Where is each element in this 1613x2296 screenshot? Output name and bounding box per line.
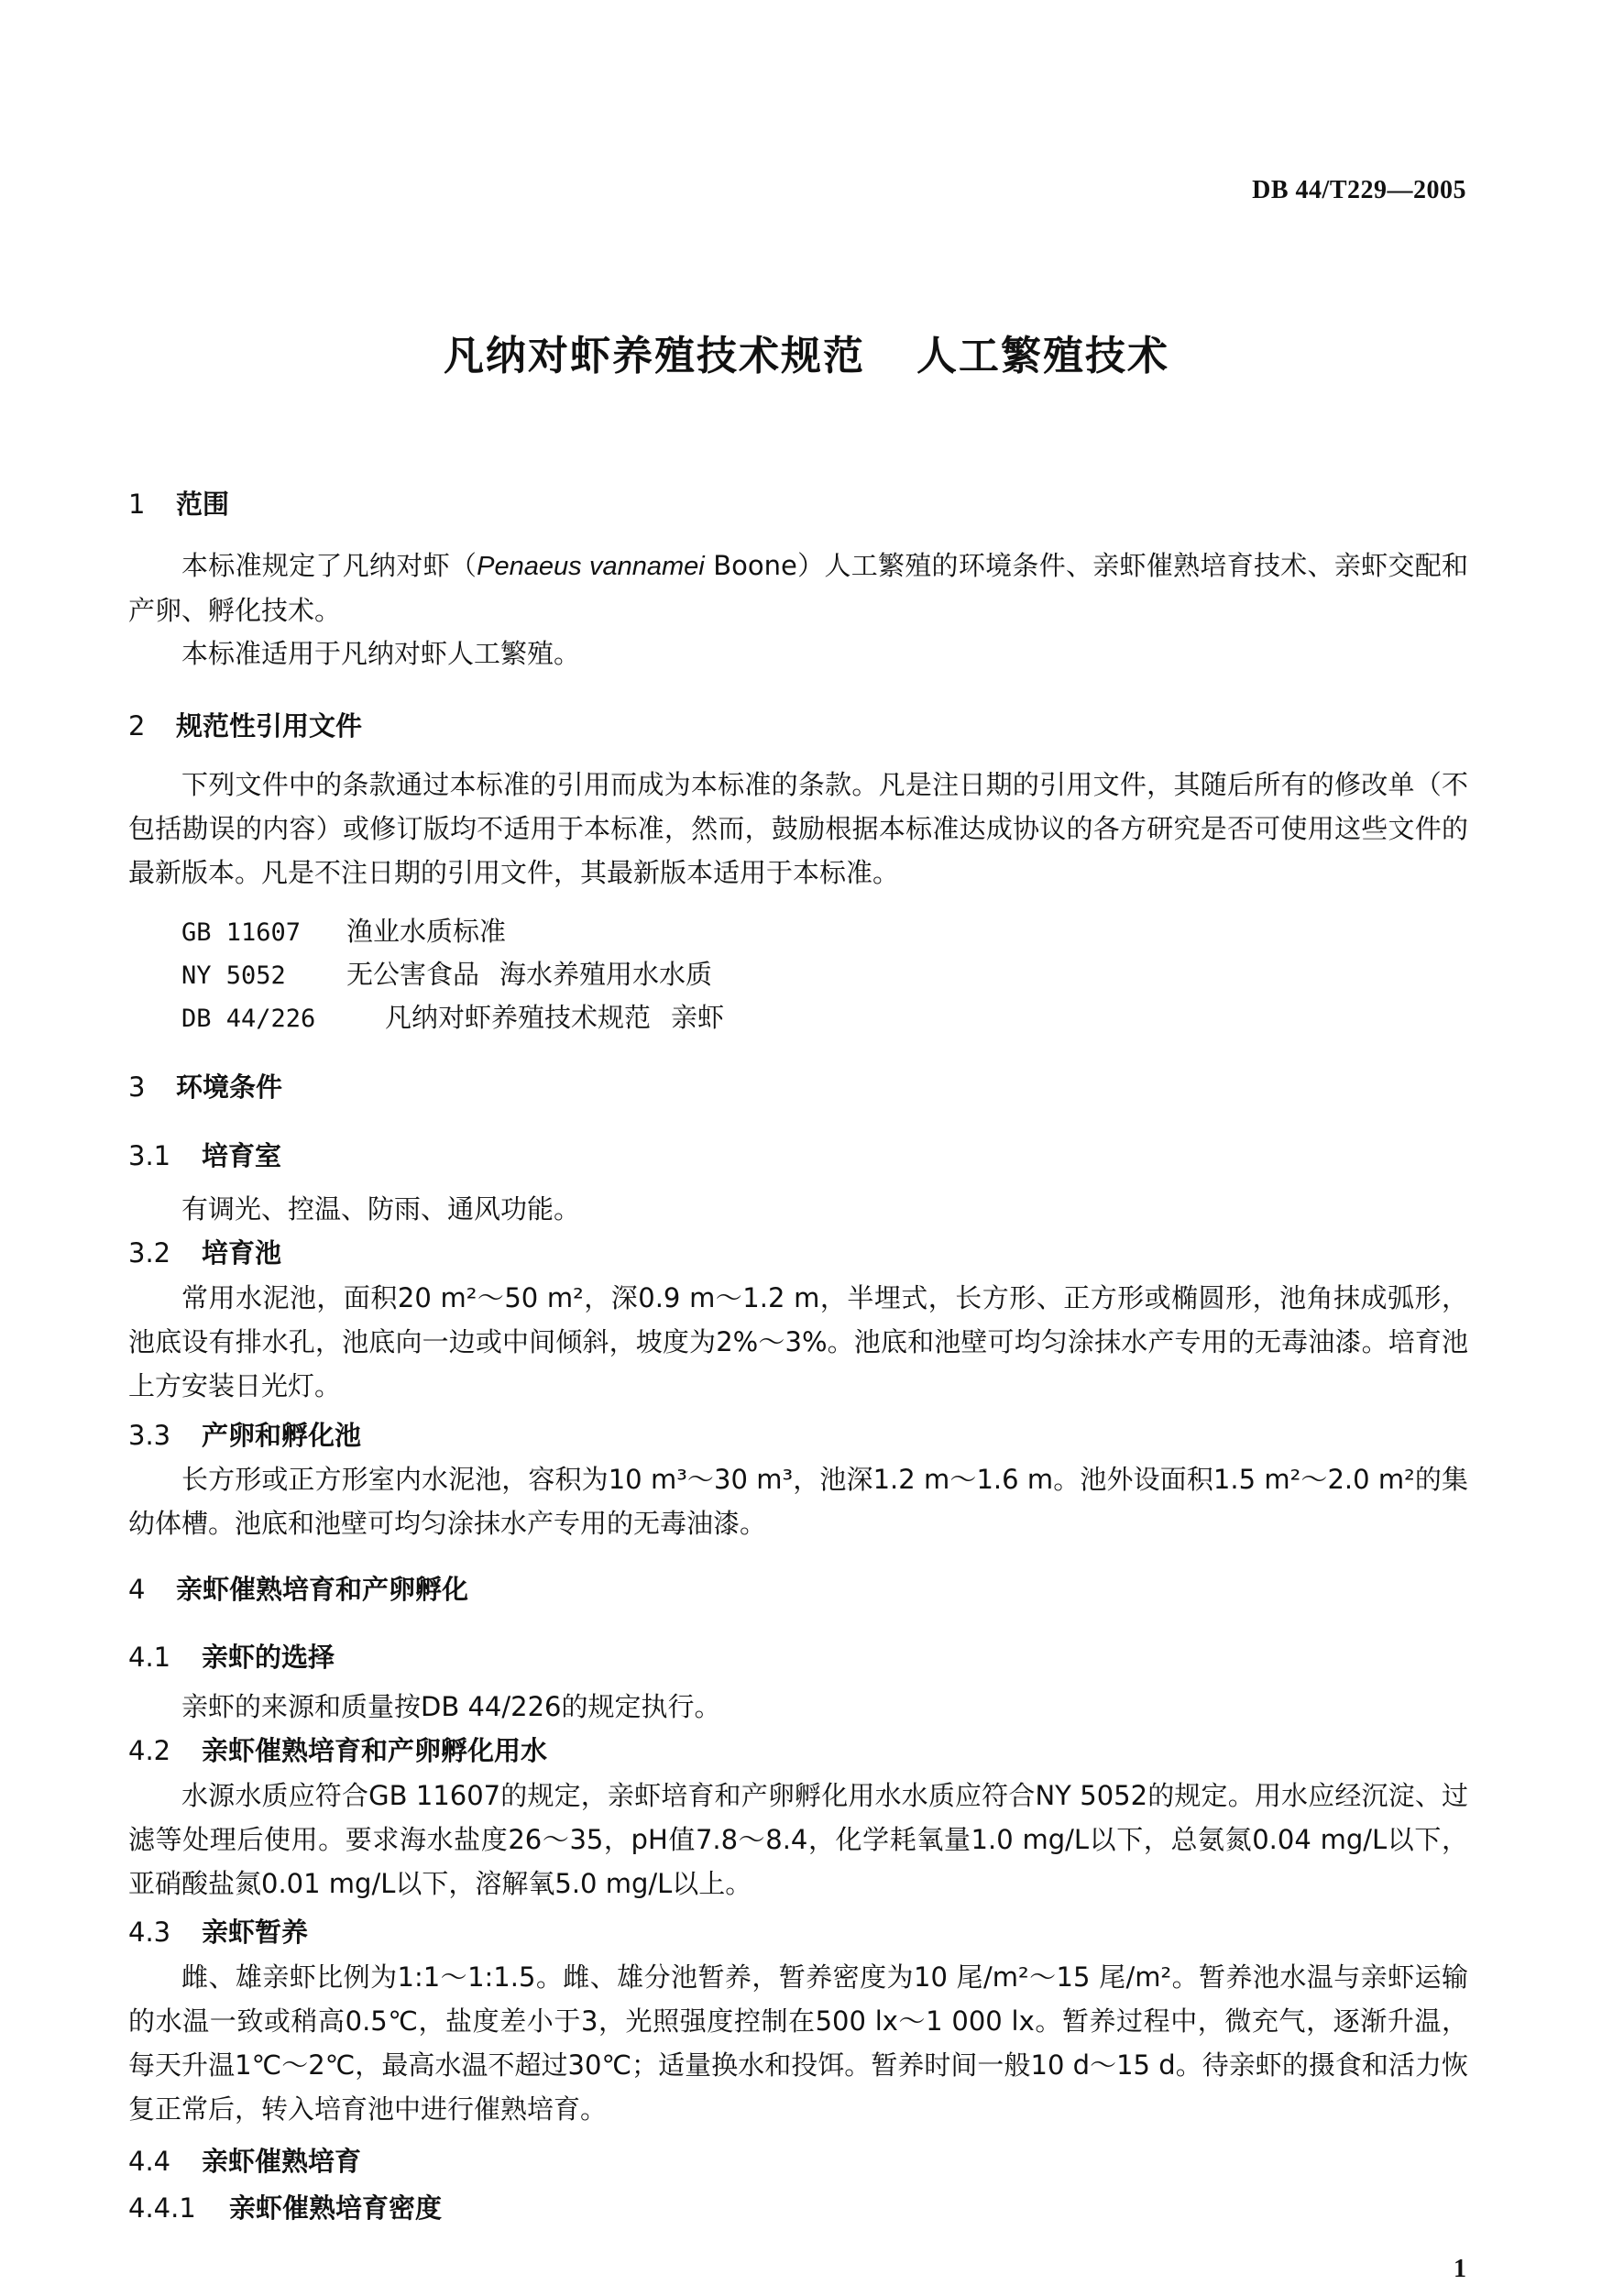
section-4-3-heading: 4.3 亲虾暂养 — [128, 1917, 309, 1948]
section-number: 4 — [128, 1574, 146, 1605]
section-number: 3 — [128, 1071, 146, 1103]
reference-item: DB 44/226 凡纳对虾养殖技术规范 亲虾 — [181, 1002, 725, 1033]
page-title — [0, 323, 1613, 381]
section-4-4-heading: 4.4 亲虾催熟培育 — [128, 2146, 362, 2177]
section-3-3-heading: 3.3 产卵和孵化池 — [128, 1420, 362, 1451]
section-number: 2 — [128, 710, 146, 742]
reference-item: NY 5052 无公害食品 海水养殖用水水质 — [181, 959, 713, 990]
section-title: 规范性引用文件 — [176, 710, 363, 742]
section-2-heading — [128, 706, 362, 743]
section-1-paragraph-2: 本标准适用于凡纳对虾人工繁殖。 — [181, 638, 581, 669]
section-title: 亲虾催熟培育和产卵孵化 — [176, 1574, 469, 1605]
section-3-2-text: 常用水泥池，面积20 m²～50 m²，深0.9 m～1.2 m，半埋式，长方形、正方形或椭圆形，池角抹成弧形，池底设有排水孔，池底向一边或中间倾斜，坡度为2%～3%。池底和池壁可均匀涂抹水产专用的无毒油漆。培育池上方安装日光灯。 — [128, 1282, 1468, 1401]
section-4-3-text: 雌、雄亲虾比例为1:1～1:1.5。雌、雄分池暂养，暂养密度为10 尾/m²～15 尾/m²。暂养池水温与亲虾运输的水温一致或稍高0.5℃，盐度差小于3，光照强度控制在500 lx～1 000 lx。暂养过程中，微充气，逐渐升温，每天升温1℃～2℃，最高水温不超过30℃；适量换水和投饵。暂养时间一般10 d～15 d。待亲虾的摄食和活力恢复正常后，转入培育池中进行催熟培育。 — [128, 1961, 1468, 2125]
section-2-paragraph: 下列文件中的条款通过本标准的引用而成为本标准的条款。凡是注日期的引用文件，其随后所有的修改单（不包括勘误的内容）或修订版均不适用于本标准，然而，鼓励根据本标准达成协议的各方研究是否可使用这些文件的最新版本。凡是不注日期的引用文件，其最新版本适用于本标准。 — [128, 769, 1468, 888]
standard-code: DB 44/T229—2005 — [1252, 176, 1466, 204]
reference-item: GB 11607 渔业水质标准 — [181, 916, 507, 947]
section-1-heading — [128, 484, 229, 522]
section-4-heading — [128, 1569, 468, 1607]
species-name: Penaeus vannamei — [477, 552, 705, 581]
section-4-1-heading: 4.1 亲虾的选择 — [128, 1642, 335, 1673]
section-4-2-heading: 4.2 亲虾催熟培育和产卵孵化用水 — [128, 1735, 548, 1766]
section-4-2-text: 水源水质应符合GB 11607的规定，亲虾培育和产卵孵化用水水质应符合NY 5052的规定。用水应经沉淀、过滤等处理后使用。要求海水盐度26～35，pH值7.8～8.4，化学耗氧量1.0 mg/L以下，总氨氮0.04 mg/L以下，亚硝酸盐氮0.01 mg/L以下，溶解氧5.0 mg/L以上。 — [128, 1780, 1468, 1899]
section-3-2-heading: 3.2 培育池 — [128, 1237, 282, 1269]
section-number: 1 — [128, 489, 146, 520]
section-3-1-heading: 3.1 培育室 — [128, 1140, 282, 1171]
title-part-2: 人工繁殖技术 — [916, 333, 1169, 379]
section-1-paragraph-1: 本标准规定了凡纳对虾（Penaeus vannamei Boone）人工繁殖的环境条件、亲虾催熟培育技术、亲虾交配和产卵、孵化技术。 — [128, 550, 1468, 626]
section-title: 环境条件 — [176, 1071, 283, 1103]
title-part-1: 凡纳对虾养殖技术规范 — [444, 333, 865, 379]
page-number: 1 — [1454, 2255, 1466, 2283]
section-4-1-text: 亲虾的来源和质量按DB 44/226的规定执行。 — [181, 1691, 721, 1722]
section-title: 范围 — [176, 489, 230, 520]
section-3-1-text: 有调光、控温、防雨、通风功能。 — [181, 1193, 581, 1225]
section-4-4-1-heading: 4.4.1 亲虾催熟培育密度 — [128, 2192, 443, 2224]
section-3-3-text: 长方形或正方形室内水泥池，容积为10 m³～30 m³，池深1.2 m～1.6 m。池外设面积1.5 m²～2.0 m²的集幼体槽。池底和池壁可均匀涂抹水产专用的无毒油漆。 — [128, 1464, 1468, 1539]
section-3-heading — [128, 1067, 282, 1104]
